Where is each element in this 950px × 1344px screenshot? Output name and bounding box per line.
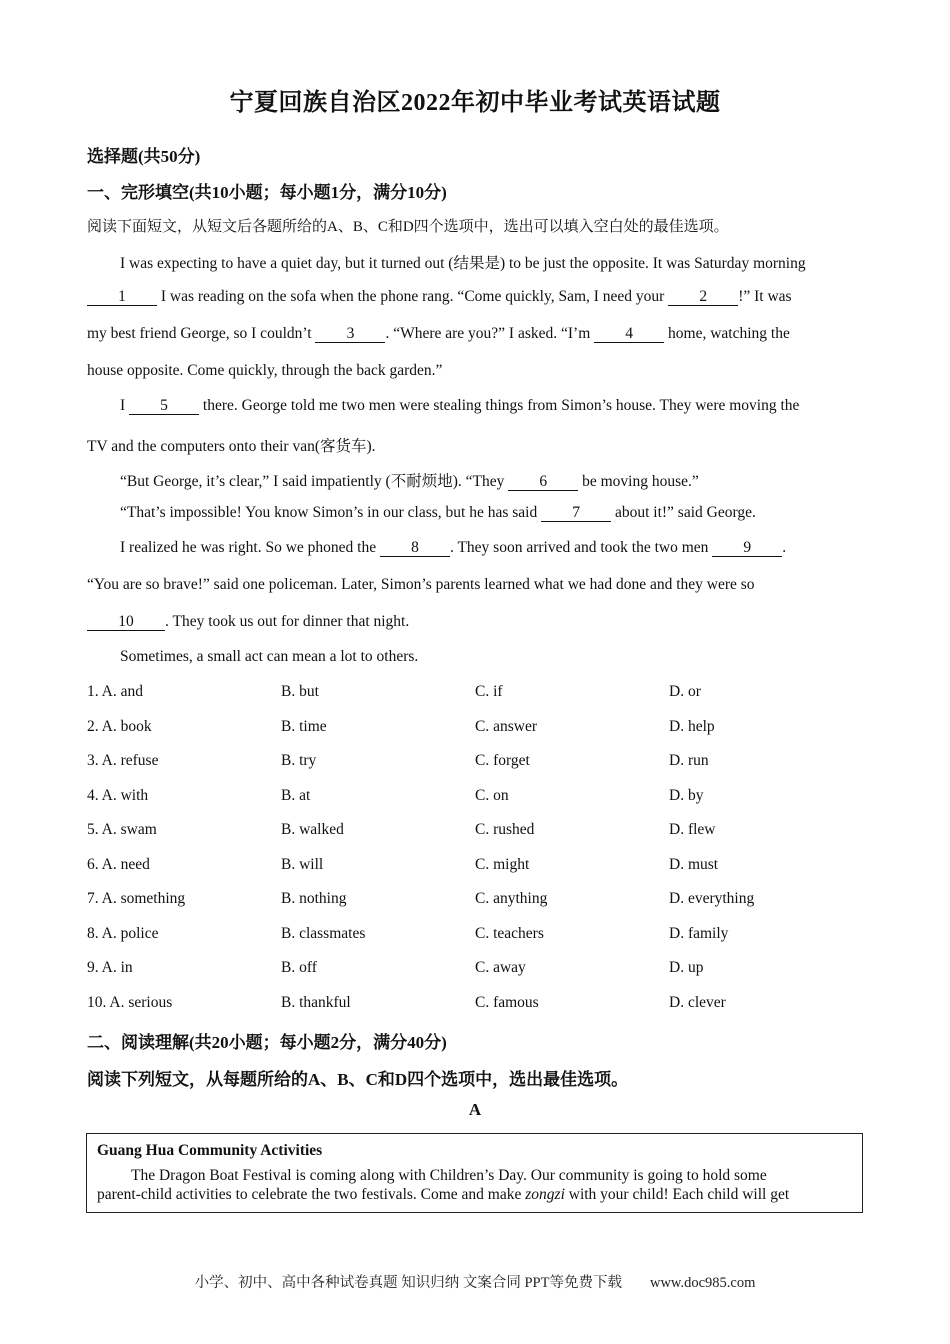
passage-text: . “Where are you?” I asked. “I’m [385,325,595,342]
passage-text: “But George, it’s clear,” I said impatiently (不耐烦地). “They [120,473,509,490]
notice-line: parent-child activities to celebrate the two festivals. Come and make [97,1186,526,1203]
option-b: B. nothing [281,890,347,907]
option-a: 1. A. and [87,683,143,700]
passage-line [87,325,790,343]
passage-line [87,576,755,594]
passage-text: I was reading on the sofa when the phone rang. “Come quickly, Sam, I need your [157,288,669,305]
blank-8: 8 [380,539,450,557]
passage-text: . They soon arrived and took the two men [449,539,713,556]
option-d: D. or [669,683,701,700]
notice-italic: zongzi [525,1186,565,1203]
passage-line [87,288,792,306]
option-a: 8. A. police [87,925,159,942]
notice-text [97,1166,852,1185]
passage-line [120,539,786,557]
option-c: C. anything [475,890,548,907]
option-d: D. by [669,787,704,804]
option-a: 7. A. something [87,890,186,907]
option-d: D. run [669,752,709,769]
option-c: C. might [475,856,530,873]
option-row [87,718,867,740]
option-c: C. teachers [475,925,544,942]
option-a: 6. A. need [87,856,150,873]
option-c: C. away [475,959,526,976]
option-b: B. at [281,787,311,804]
notice-text [97,1185,852,1204]
option-c: C. answer [475,718,537,735]
option-a: 10. A. serious [87,994,173,1011]
section-choice-heading: 选择题(共50分) [87,147,201,166]
blank-7: 7 [541,504,611,522]
option-b: B. thankful [281,994,351,1011]
part2-heading: 二、阅读理解(共20小题；每小题2分，满分40分) [87,1033,447,1052]
passage-line [120,504,756,522]
blank-10: 10 [87,613,165,631]
option-b: B. try [281,752,317,769]
option-row [87,925,867,947]
blank-5: 5 [129,397,199,415]
notice-line: The Dragon Boat Festival is coming along with Children’s Day. Our community is going to hold some [131,1167,767,1184]
option-c: C. rushed [475,821,535,838]
option-a: 5. A. swam [87,821,157,838]
blank-9: 9 [712,539,782,557]
option-row [87,821,867,843]
passage-text: my best friend George, so I couldn’t [87,325,316,342]
option-b: B. off [281,959,317,976]
passage-line [120,648,418,666]
passage-text: house opposite. Come quickly, through the back garden.” [87,362,443,379]
passage-text: TV and the computers onto their van(客货车). [87,438,376,455]
option-row [87,890,867,912]
blank-1: 1 [87,288,157,306]
part1-instruction: 阅读下面短文，从短文后各题所给的A、B、C和D四个选项中，选出可以填入空白处的最佳选项。 [87,219,729,235]
passage-line [87,613,409,631]
part2-instruction: 阅读下列短文，从每题所给的A、B、C和D四个选项中，选出最佳选项。 [87,1070,629,1089]
blank-6: 6 [508,473,578,491]
option-a: 2. A. book [87,718,152,735]
passage-line [87,434,376,456]
option-d: D. family [669,925,729,942]
footer-url: www.doc985.com [649,1275,756,1291]
passage-text: be moving house.” [578,473,699,490]
option-row [87,787,867,809]
passage-line [120,397,799,415]
option-d: D. must [669,856,719,873]
option-row [87,856,867,878]
option-row [87,752,867,774]
passage-text: there. George told me two men were stealing things from Simon’s house. They were moving the [199,397,800,414]
option-d: D. flew [669,821,716,838]
passage-text: I realized he was right. So we phoned the [120,539,380,556]
page-footer [0,1271,950,1292]
blank-4: 4 [594,325,664,343]
passage-text: “That’s impossible! You know Simon’s in our class, but he has said [120,504,542,521]
option-d: D. clever [669,994,726,1011]
option-a: 9. A. in [87,959,133,976]
option-b: B. but [281,683,319,700]
part1-heading: 一、完形填空(共10小题；每小题1分，满分10分) [87,183,447,202]
section-a-label: A [468,1100,482,1119]
passage-text: I [120,397,130,414]
option-c: C. famous [475,994,539,1011]
blank-3: 3 [315,325,385,343]
footer-text: 小学、初中、高中各种试卷真题 知识归纳 文案合同 PPT等免费下载 [194,1275,622,1291]
option-b: B. walked [281,821,344,838]
option-a: 4. A. with [87,787,149,804]
passage-line [120,251,806,273]
passage-text: “You are so brave!” said one policeman. Later, Simon’s parents learned what we had done and they were so [87,576,755,593]
option-b: B. classmates [281,925,366,942]
option-b: B. will [281,856,324,873]
option-c: C. on [475,787,509,804]
option-row [87,959,867,981]
passage-text: Sometimes, a small act can mean a lot to others. [120,648,419,665]
option-row [87,683,867,705]
passage-text: . They took us out for dinner that night. [165,613,410,630]
option-c: C. if [475,683,503,700]
option-c: C. forget [475,752,530,769]
passage-line [87,362,442,380]
option-a: 3. A. refuse [87,752,159,769]
notice-title: Guang Hua Community Activities [97,1142,323,1159]
page-title: 宁夏回族自治区2022年初中毕业考试英语试题 [229,90,721,116]
passage-text: !” It was [738,288,792,305]
passage-line [120,469,699,491]
blank-2: 2 [668,288,738,306]
option-d: D. everything [669,890,755,907]
option-b: B. time [281,718,327,735]
option-row [87,994,867,1016]
notice-box [86,1133,863,1213]
passage-text: I was expecting to have a quiet day, but it turned out (结果是) to be just the opposite. It was Saturday morning [120,255,806,272]
passage-text: . [782,539,787,556]
option-d: D. help [669,718,715,735]
passage-text: about it!” said George. [611,504,756,521]
notice-line: with your child! Each child will get [564,1186,790,1203]
option-d: D. up [669,959,704,976]
passage-text: home, watching the [664,325,790,342]
